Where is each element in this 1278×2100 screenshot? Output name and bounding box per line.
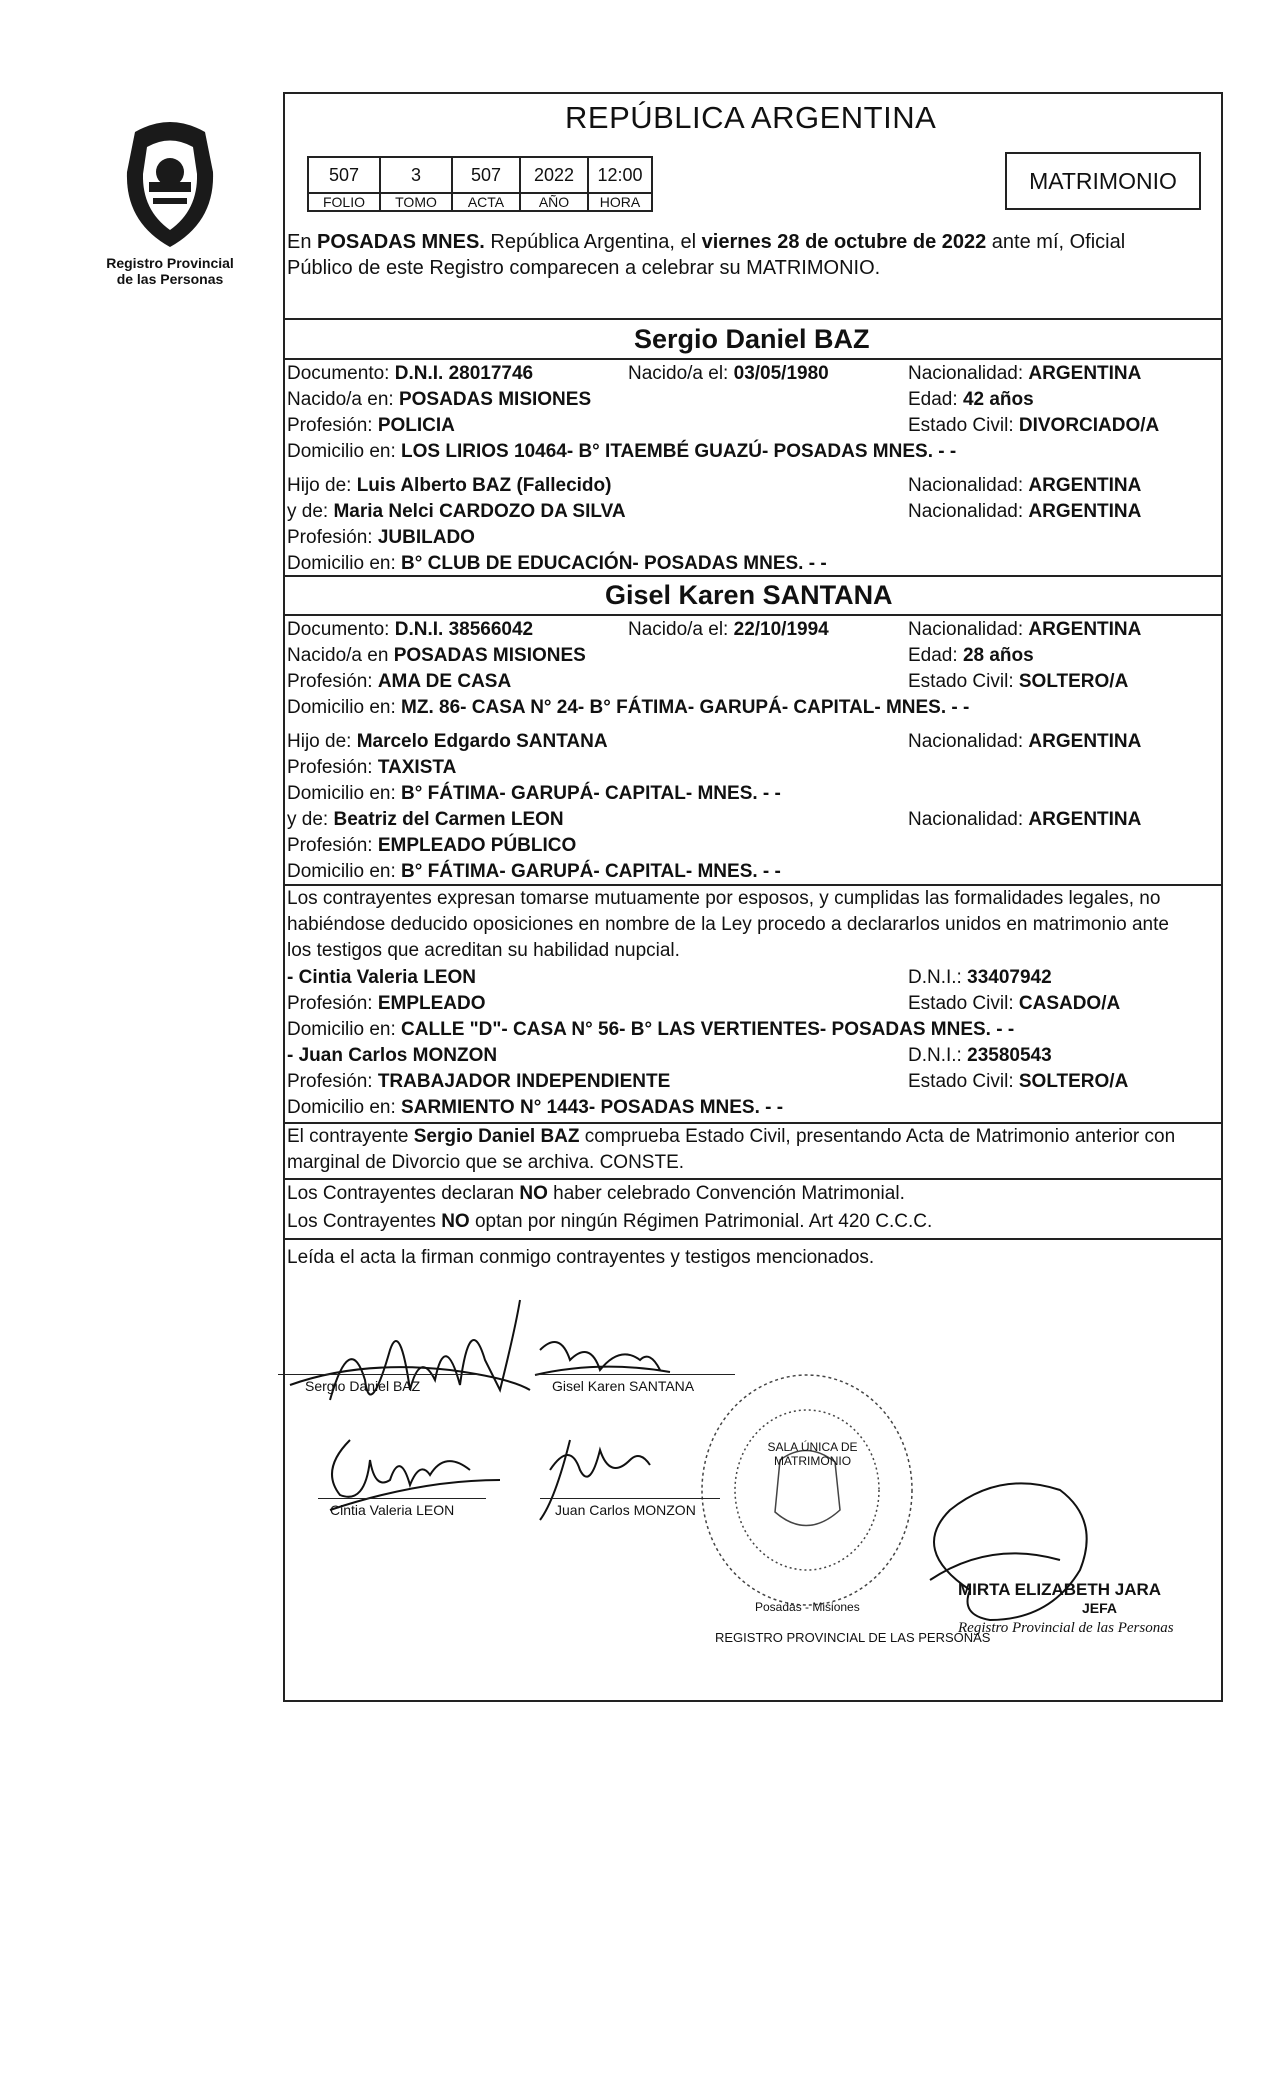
convention-statement: Los Contrayentes declaran NO haber celebrado Convención Matrimonial. bbox=[287, 1183, 905, 1204]
spouse1-father-nationality: Nacionalidad: ARGENTINA bbox=[908, 475, 1142, 496]
spouse2-mother-profession: Profesión: EMPLEADO PÚBLICO bbox=[287, 835, 577, 856]
tomo-value: 3 bbox=[380, 157, 452, 193]
spouse1-document: Documento: D.N.I. 28017746 bbox=[287, 363, 534, 384]
spouse1-birthdate: Nacido/a el: 03/05/1980 bbox=[628, 363, 829, 384]
official-name: MIRTA ELIZABETH JARA bbox=[958, 1580, 1162, 1599]
spouse2-name-heading: Gisel Karen SANTANA bbox=[605, 580, 893, 610]
folio-label: FOLIO bbox=[308, 193, 380, 211]
spouse2-father-profession: Profesión: TAXISTA bbox=[287, 757, 457, 778]
spouse1-profession: Profesión: POLICIA bbox=[287, 415, 455, 436]
spouse1-father: Hijo de: Luis Alberto BAZ (Fallecido) bbox=[287, 475, 612, 496]
witness2-name: - Juan Carlos MONZON bbox=[287, 1045, 498, 1066]
hora-value: 12:00 bbox=[588, 157, 652, 193]
act-type-box: MATRIMONIO bbox=[1005, 152, 1201, 210]
signature-label-spouse1: Sergio Daniel BAZ bbox=[305, 1378, 421, 1394]
witness1-profession: Profesión: EMPLEADO bbox=[287, 993, 486, 1014]
intro-line1: En POSADAS MNES. República Argentina, el viernes 28 de octubre de 2022 ante mí, Oficial bbox=[287, 231, 1126, 253]
spouse1-address: Domicilio en: LOS LIRIOS 10464- B° ITAEMBÉ GUAZÚ- POSADAS MNES. - - bbox=[287, 441, 957, 462]
spouse1-parent-address: Domicilio en: B° CLUB DE EDUCACIÓN- POSADAS MNES. - - bbox=[287, 553, 827, 574]
official-role: JEFA bbox=[1082, 1600, 1118, 1616]
civil-status-note: El contrayente Sergio Daniel BAZ comprueba Estado Civil, presentando Acta de Matrimonio anterior con marginal de Divorcio que se archiva. CONSTE. bbox=[287, 1126, 1176, 1173]
witness2-address: Domicilio en: SARMIENTO N° 1443- POSADAS MNES. - - bbox=[287, 1097, 784, 1118]
handwritten-signatures bbox=[270, 1290, 1250, 1710]
anio-value: 2022 bbox=[520, 157, 588, 193]
spouse1-parent-profession: Profesión: JUBILADO bbox=[287, 527, 475, 548]
intro-line2: Público de este Registro comparecen a celebrar su MATRIMONIO. bbox=[287, 257, 881, 279]
acta-value: 507 bbox=[452, 157, 520, 193]
signature-label-witness1: Cintia Valeria LEON bbox=[330, 1502, 455, 1518]
spouse2-age: Edad: 28 años bbox=[908, 645, 1034, 666]
registry-data-table bbox=[307, 156, 653, 212]
signature-label-spouse2: Gisel Karen SANTANA bbox=[552, 1378, 695, 1394]
closing-statement: Leída el acta la firman conmigo contrayentes y testigos mencionados. bbox=[287, 1247, 875, 1268]
witness2-civil-status: Estado Civil: SOLTERO/A bbox=[908, 1071, 1129, 1092]
spouse2-address: Domicilio en: MZ. 86- CASA N° 24- B° FÁTIMA- GARUPÁ- CAPITAL- MNES. - - bbox=[287, 697, 970, 718]
witness2-dni: D.N.I.: 23580543 bbox=[908, 1045, 1052, 1066]
page-title: REPÚBLICA ARGENTINA bbox=[565, 100, 937, 135]
declaration-paragraph: Los contrayentes expresan tomarse mutuamente por esposos, y cumplidas las formalidades legales, no habiéndose deducido oposiciones en nombre de la Ley procedo a declararlos unidos en matrimonio ante los testigos que acreditan su habilidad nupcial. bbox=[287, 888, 1169, 961]
registry-logo bbox=[105, 112, 235, 287]
spouse2-father: Hijo de: Marcelo Edgardo SANTANA bbox=[287, 731, 608, 752]
spouse2-mother-address: Domicilio en: B° FÁTIMA- GARUPÁ- CAPITAL- MNES. - - bbox=[287, 861, 781, 882]
spouse1-age: Edad: 42 años bbox=[908, 389, 1034, 410]
spouse2-profession: Profesión: AMA DE CASA bbox=[287, 671, 512, 692]
spouse2-document: Documento: D.N.I. 38566042 bbox=[287, 619, 534, 640]
spouse2-birthdate: Nacido/a el: 22/10/1994 bbox=[628, 619, 829, 640]
signature-label-witness2: Juan Carlos MONZON bbox=[555, 1502, 696, 1518]
official-organization: Registro Provincial de las Personas bbox=[958, 1620, 1174, 1636]
anio-label: AÑO bbox=[520, 193, 588, 211]
spouse2-father-address: Domicilio en: B° FÁTIMA- GARUPÁ- CAPITAL- MNES. - - bbox=[287, 783, 781, 804]
spouse2-father-nationality: Nacionalidad: ARGENTINA bbox=[908, 731, 1142, 752]
spouse1-mother-nationality: Nacionalidad: ARGENTINA bbox=[908, 501, 1142, 522]
tomo-label: TOMO bbox=[380, 193, 452, 211]
witness1-dni: D.N.I.: 33407942 bbox=[908, 967, 1052, 988]
spouse2-mother-nationality: Nacionalidad: ARGENTINA bbox=[908, 809, 1142, 830]
hora-label: HORA bbox=[588, 193, 652, 211]
spouse2-nationality: Nacionalidad: ARGENTINA bbox=[908, 619, 1142, 640]
witness1-civil-status: Estado Civil: CASADO/A bbox=[908, 993, 1121, 1014]
spouse2-civil-status: Estado Civil: SOLTERO/A bbox=[908, 671, 1129, 692]
seal-bottom-text: Posadas - Misiones bbox=[755, 1600, 860, 1614]
seal-outer-text: REGISTRO PROVINCIAL DE LAS PERSONAS bbox=[715, 1630, 991, 1645]
spouse2-birthplace: Nacido/a en POSADAS MISIONES bbox=[287, 645, 586, 666]
witness1-name: - Cintia Valeria LEON bbox=[287, 967, 476, 988]
logo-text-line2: de las Personas bbox=[116, 271, 224, 287]
spouse1-nationality: Nacionalidad: ARGENTINA bbox=[908, 363, 1142, 384]
spouse1-birthplace: Nacido/a en: POSADAS MISIONES bbox=[287, 389, 592, 410]
spouse2-mother: y de: Beatriz del Carmen LEON bbox=[287, 809, 564, 830]
regime-statement: Los Contrayentes NO optan por ningún Régimen Patrimonial. Art 420 C.C.C. bbox=[287, 1211, 933, 1232]
witness1-address: Domicilio en: CALLE "D"- CASA N° 56- B° LAS VERTIENTES- POSADAS MNES. - - bbox=[287, 1019, 1015, 1040]
seal-inner-text: SALA ÚNICA DE MATRIMONIO bbox=[767, 1440, 858, 1468]
logo-text-line1: Registro Provincial bbox=[106, 255, 234, 271]
spouse1-mother: y de: Maria Nelci CARDOZO DA SILVA bbox=[287, 501, 626, 522]
spouse1-name-heading: Sergio Daniel BAZ bbox=[634, 324, 870, 354]
witness2-profession: Profesión: TRABAJADOR INDEPENDIENTE bbox=[287, 1071, 671, 1092]
spouse1-civil-status: Estado Civil: DIVORCIADO/A bbox=[908, 415, 1160, 436]
folio-value: 507 bbox=[308, 157, 380, 193]
acta-label: ACTA bbox=[452, 193, 520, 211]
